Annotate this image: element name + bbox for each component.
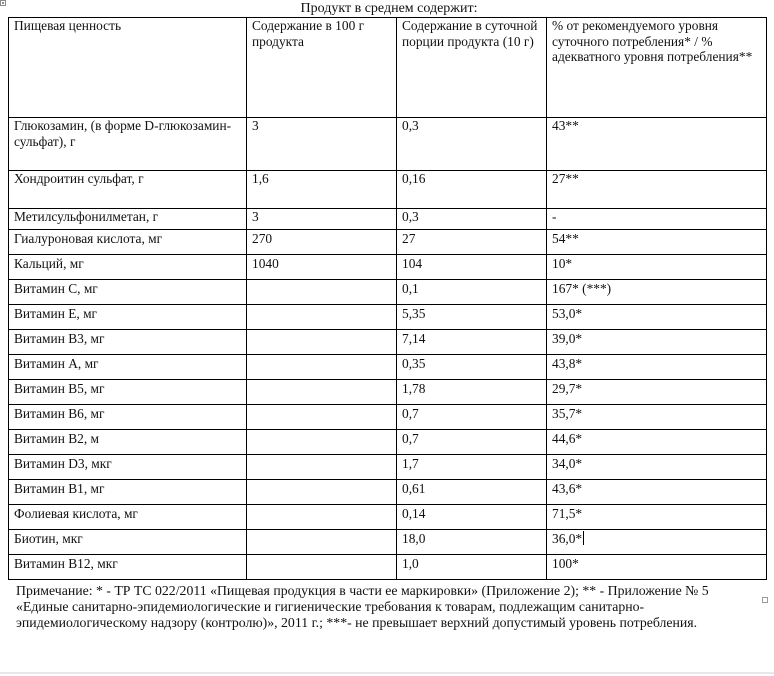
cell-per100[interactable] xyxy=(247,380,397,405)
cell-per-dose[interactable]: 7,14 xyxy=(397,330,547,355)
cell-per-dose[interactable]: 18,0 xyxy=(397,530,547,555)
cell-percent[interactable]: - xyxy=(547,209,767,230)
cell-nutrient-name[interactable]: Хондроитин сульфат, г xyxy=(9,171,247,209)
cell-nutrient-name[interactable]: Фолиевая кислота, мг xyxy=(9,505,247,530)
table-row xyxy=(9,209,767,230)
footnote: Примечание: * - ТР ТС 022/2011 «Пищевая продукция в части ее маркировки» (Приложение 2); ** - Приложение № 5 «Единые санитарно-эпидемиологические и гигиенические требования к товарам, подлежащим санитарно-эпидемиологическому надзору (контролю)», 2011 г.; ***- не превышает верхний допустимый уровень потребления. xyxy=(16,583,709,630)
table-row xyxy=(9,355,767,380)
cell-per-dose[interactable]: 1,78 xyxy=(397,380,547,405)
table-row xyxy=(9,405,767,430)
cell-per100[interactable] xyxy=(247,405,397,430)
cell-percent[interactable]: 71,5* xyxy=(547,505,767,530)
cell-percent[interactable]: 43,6* xyxy=(547,480,767,505)
table-row xyxy=(9,430,767,455)
cell-percent[interactable]: 43,8* xyxy=(547,355,767,380)
table-row xyxy=(9,118,767,171)
cell-percent[interactable]: 27** xyxy=(547,171,767,209)
header-cell-per100[interactable]: Содержание в 100 г продукта xyxy=(247,18,397,118)
cell-nutrient-name[interactable]: Витамин В3, мг xyxy=(9,330,247,355)
cell-percent[interactable]: 43** xyxy=(547,118,767,171)
cell-percent[interactable]: 100* xyxy=(547,555,767,580)
cell-nutrient-name[interactable]: Кальций, мг xyxy=(9,255,247,280)
cell-per-dose[interactable]: 0,3 xyxy=(397,118,547,171)
table-row xyxy=(9,305,767,330)
cell-per-dose[interactable]: 0,16 xyxy=(397,171,547,209)
cell-per-dose[interactable]: 0,7 xyxy=(397,430,547,455)
cell-nutrient-name[interactable]: Витамин В1, мг xyxy=(9,480,247,505)
cell-per100[interactable] xyxy=(247,280,397,305)
cell-nutrient-name[interactable]: Биотин, мкг xyxy=(9,530,247,555)
cell-nutrient-name[interactable]: Витамин С, мг xyxy=(9,280,247,305)
nutrition-table xyxy=(8,17,767,580)
cell-nutrient-name[interactable]: Витамин В12, мкг xyxy=(9,555,247,580)
cell-per-dose[interactable]: 104 xyxy=(397,255,547,280)
table-row xyxy=(9,505,767,530)
cell-nutrient-name[interactable]: Витамин А, мг xyxy=(9,355,247,380)
table-caption: Продукт в среднем содержит: xyxy=(300,1,478,16)
cell-percent[interactable]: 10* xyxy=(547,255,767,280)
table-row xyxy=(9,280,767,305)
cell-per-dose[interactable]: 1,7 xyxy=(397,455,547,480)
cell-per100[interactable] xyxy=(247,355,397,380)
cell-percent[interactable]: 29,7* xyxy=(547,380,767,405)
cell-per-dose[interactable]: 1,0 xyxy=(397,555,547,580)
document-body xyxy=(8,2,770,631)
cell-percent[interactable]: 36,0* xyxy=(547,530,767,555)
cell-per100[interactable] xyxy=(247,505,397,530)
cell-per-dose[interactable]: 0,1 xyxy=(397,280,547,305)
cell-percent[interactable]: 34,0* xyxy=(547,455,767,480)
cell-percent[interactable]: 53,0* xyxy=(547,305,767,330)
header-cell-nutrient[interactable]: Пищевая ценность xyxy=(9,18,247,118)
page-bottom-edge xyxy=(0,672,774,674)
table-header-row xyxy=(9,18,767,118)
cell-per-dose[interactable]: 27 xyxy=(397,230,547,255)
cell-per100[interactable]: 3 xyxy=(247,118,397,171)
cell-percent[interactable]: 39,0* xyxy=(547,330,767,355)
table-row xyxy=(9,230,767,255)
cell-per100[interactable] xyxy=(247,455,397,480)
cell-per100[interactable]: 1,6 xyxy=(247,171,397,209)
table-move-handle[interactable] xyxy=(0,0,6,6)
cell-percent[interactable]: 35,7* xyxy=(547,405,767,430)
cell-per-dose[interactable]: 0,3 xyxy=(397,209,547,230)
table-row xyxy=(9,171,767,209)
cell-nutrient-name[interactable]: Витамин В5, мг xyxy=(9,380,247,405)
cell-nutrient-name[interactable]: Витамин В6, мг xyxy=(9,405,247,430)
table-row xyxy=(9,480,767,505)
cell-per100[interactable] xyxy=(247,305,397,330)
end-of-cell-marker xyxy=(762,597,768,603)
text-cursor xyxy=(583,531,584,545)
cell-per100[interactable]: 270 xyxy=(247,230,397,255)
cell-per100[interactable] xyxy=(247,480,397,505)
cell-nutrient-name[interactable]: Витамин Е, мг xyxy=(9,305,247,330)
cell-per100[interactable] xyxy=(247,430,397,455)
cell-percent[interactable]: 167* (***) xyxy=(547,280,767,305)
cell-per-dose[interactable]: 0,14 xyxy=(397,505,547,530)
table-row xyxy=(9,455,767,480)
cell-nutrient-name[interactable]: Гиалуроновая кислота, мг xyxy=(9,230,247,255)
cell-per-dose[interactable]: 5,35 xyxy=(397,305,547,330)
cell-per100[interactable]: 1040 xyxy=(247,255,397,280)
cell-nutrient-name[interactable]: Метилсульфонилметан, г xyxy=(9,209,247,230)
cell-nutrient-name[interactable]: Глюкозамин, (в форме D-глюкозамин-сульфат), г xyxy=(9,118,247,171)
cell-per-dose[interactable]: 0,7 xyxy=(397,405,547,430)
cell-per100[interactable] xyxy=(247,330,397,355)
table-row xyxy=(9,530,767,555)
cell-per100[interactable] xyxy=(247,555,397,580)
cell-nutrient-name[interactable]: Витамин В2, м xyxy=(9,430,247,455)
cell-per-dose[interactable]: 0,61 xyxy=(397,480,547,505)
table-row xyxy=(9,555,767,580)
cell-per100[interactable]: 3 xyxy=(247,209,397,230)
cell-nutrient-name[interactable]: Витамин D3, мкг xyxy=(9,455,247,480)
cell-per100[interactable] xyxy=(247,530,397,555)
table-row xyxy=(9,330,767,355)
table-row xyxy=(9,255,767,280)
header-cell-percent[interactable]: % от рекомендуемого уровня суточного потребления* / % адекватного уровня потребления** xyxy=(547,18,767,118)
cell-percent[interactable]: 54** xyxy=(547,230,767,255)
header-cell-per-dose[interactable]: Содержание в суточной порции продукта (10 г) xyxy=(397,18,547,118)
table-row xyxy=(9,380,767,405)
cell-percent[interactable]: 44,6* xyxy=(547,430,767,455)
cell-per-dose[interactable]: 0,35 xyxy=(397,355,547,380)
